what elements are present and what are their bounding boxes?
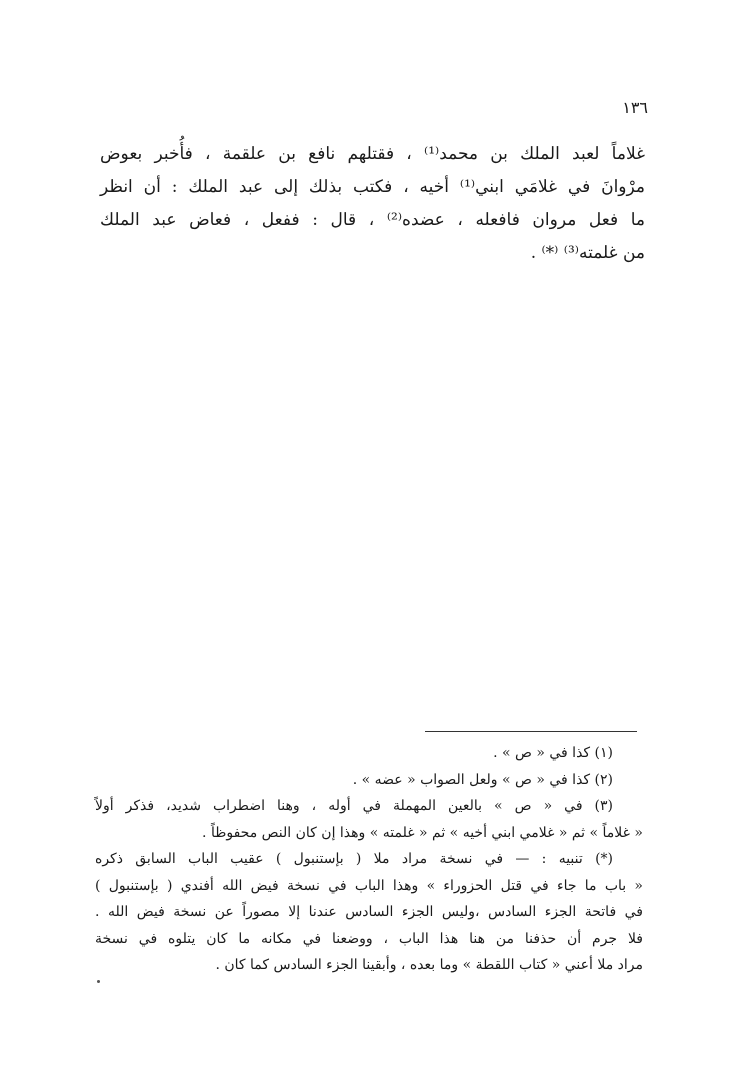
footnote-line: (٢) كذا في « ص » ولعل الصواب « عضه » .	[352, 771, 613, 788]
main-text	[100, 138, 645, 270]
footnote-line: مراد ملا أعني « كتاب اللقطة » وما بعده ، وأبقينا الجزء السادس كما كان .	[215, 957, 643, 973]
footnote-line: (١) كذا في « ص » .	[493, 745, 613, 761]
main-line: مرْوانَ في غلامَي ابني⁽¹⁾ أخيه ، فكتب بذلك إلى عبد الملك : أن انظر	[100, 177, 645, 197]
footnote-separator	[425, 731, 637, 732]
main-line: ما فعل مروان فافعله ، عضده⁽²⁾ ، قال : ففعل ، فعاض عبد الملك	[100, 210, 645, 230]
main-line: غلاماً لعبد الملك بن محمد⁽¹⁾ ، فقتلهم نافع بن علقمة ، فأُخبر بعوض	[100, 144, 645, 164]
page-number: ١٣٦	[622, 98, 648, 117]
main-line: من غلمته⁽³⁾ ⁽*⁾ .	[530, 243, 645, 263]
footnote-line: (٣) في « ص » بالعين المهملة في أوله ، وهنا اضطراب شديد، فذكر أولاً	[95, 798, 613, 814]
footnote-line: « باب ما جاء في قتل الحزوراء » وهذا الباب في نسخة فيض الله أفندي ( بإستنبول )	[95, 877, 643, 894]
footnote-line: « غلاماً » ثم « غلامي ابني أخيه » ثم « غلمته » وهذا إن كان النص محفوظاً .	[202, 824, 643, 841]
footnote-line: (*) تنبيه : — في نسخة مراد ملا ( بإستنبول ) عقيب الباب السابق ذكره	[95, 851, 613, 867]
footnote-line: في فاتحة الجزء السادس ،وليس الجزء السادس عندنا إلا مصوراً عن نسخة فيض الله .	[95, 904, 643, 920]
footnote-line: فلا جرم أن حذفنا من هنا هذا الباب ، ووضعنا في مكانه ما كان يتلوه في نسخة	[95, 930, 643, 947]
scan-speck	[97, 980, 100, 983]
footnotes	[95, 740, 643, 979]
